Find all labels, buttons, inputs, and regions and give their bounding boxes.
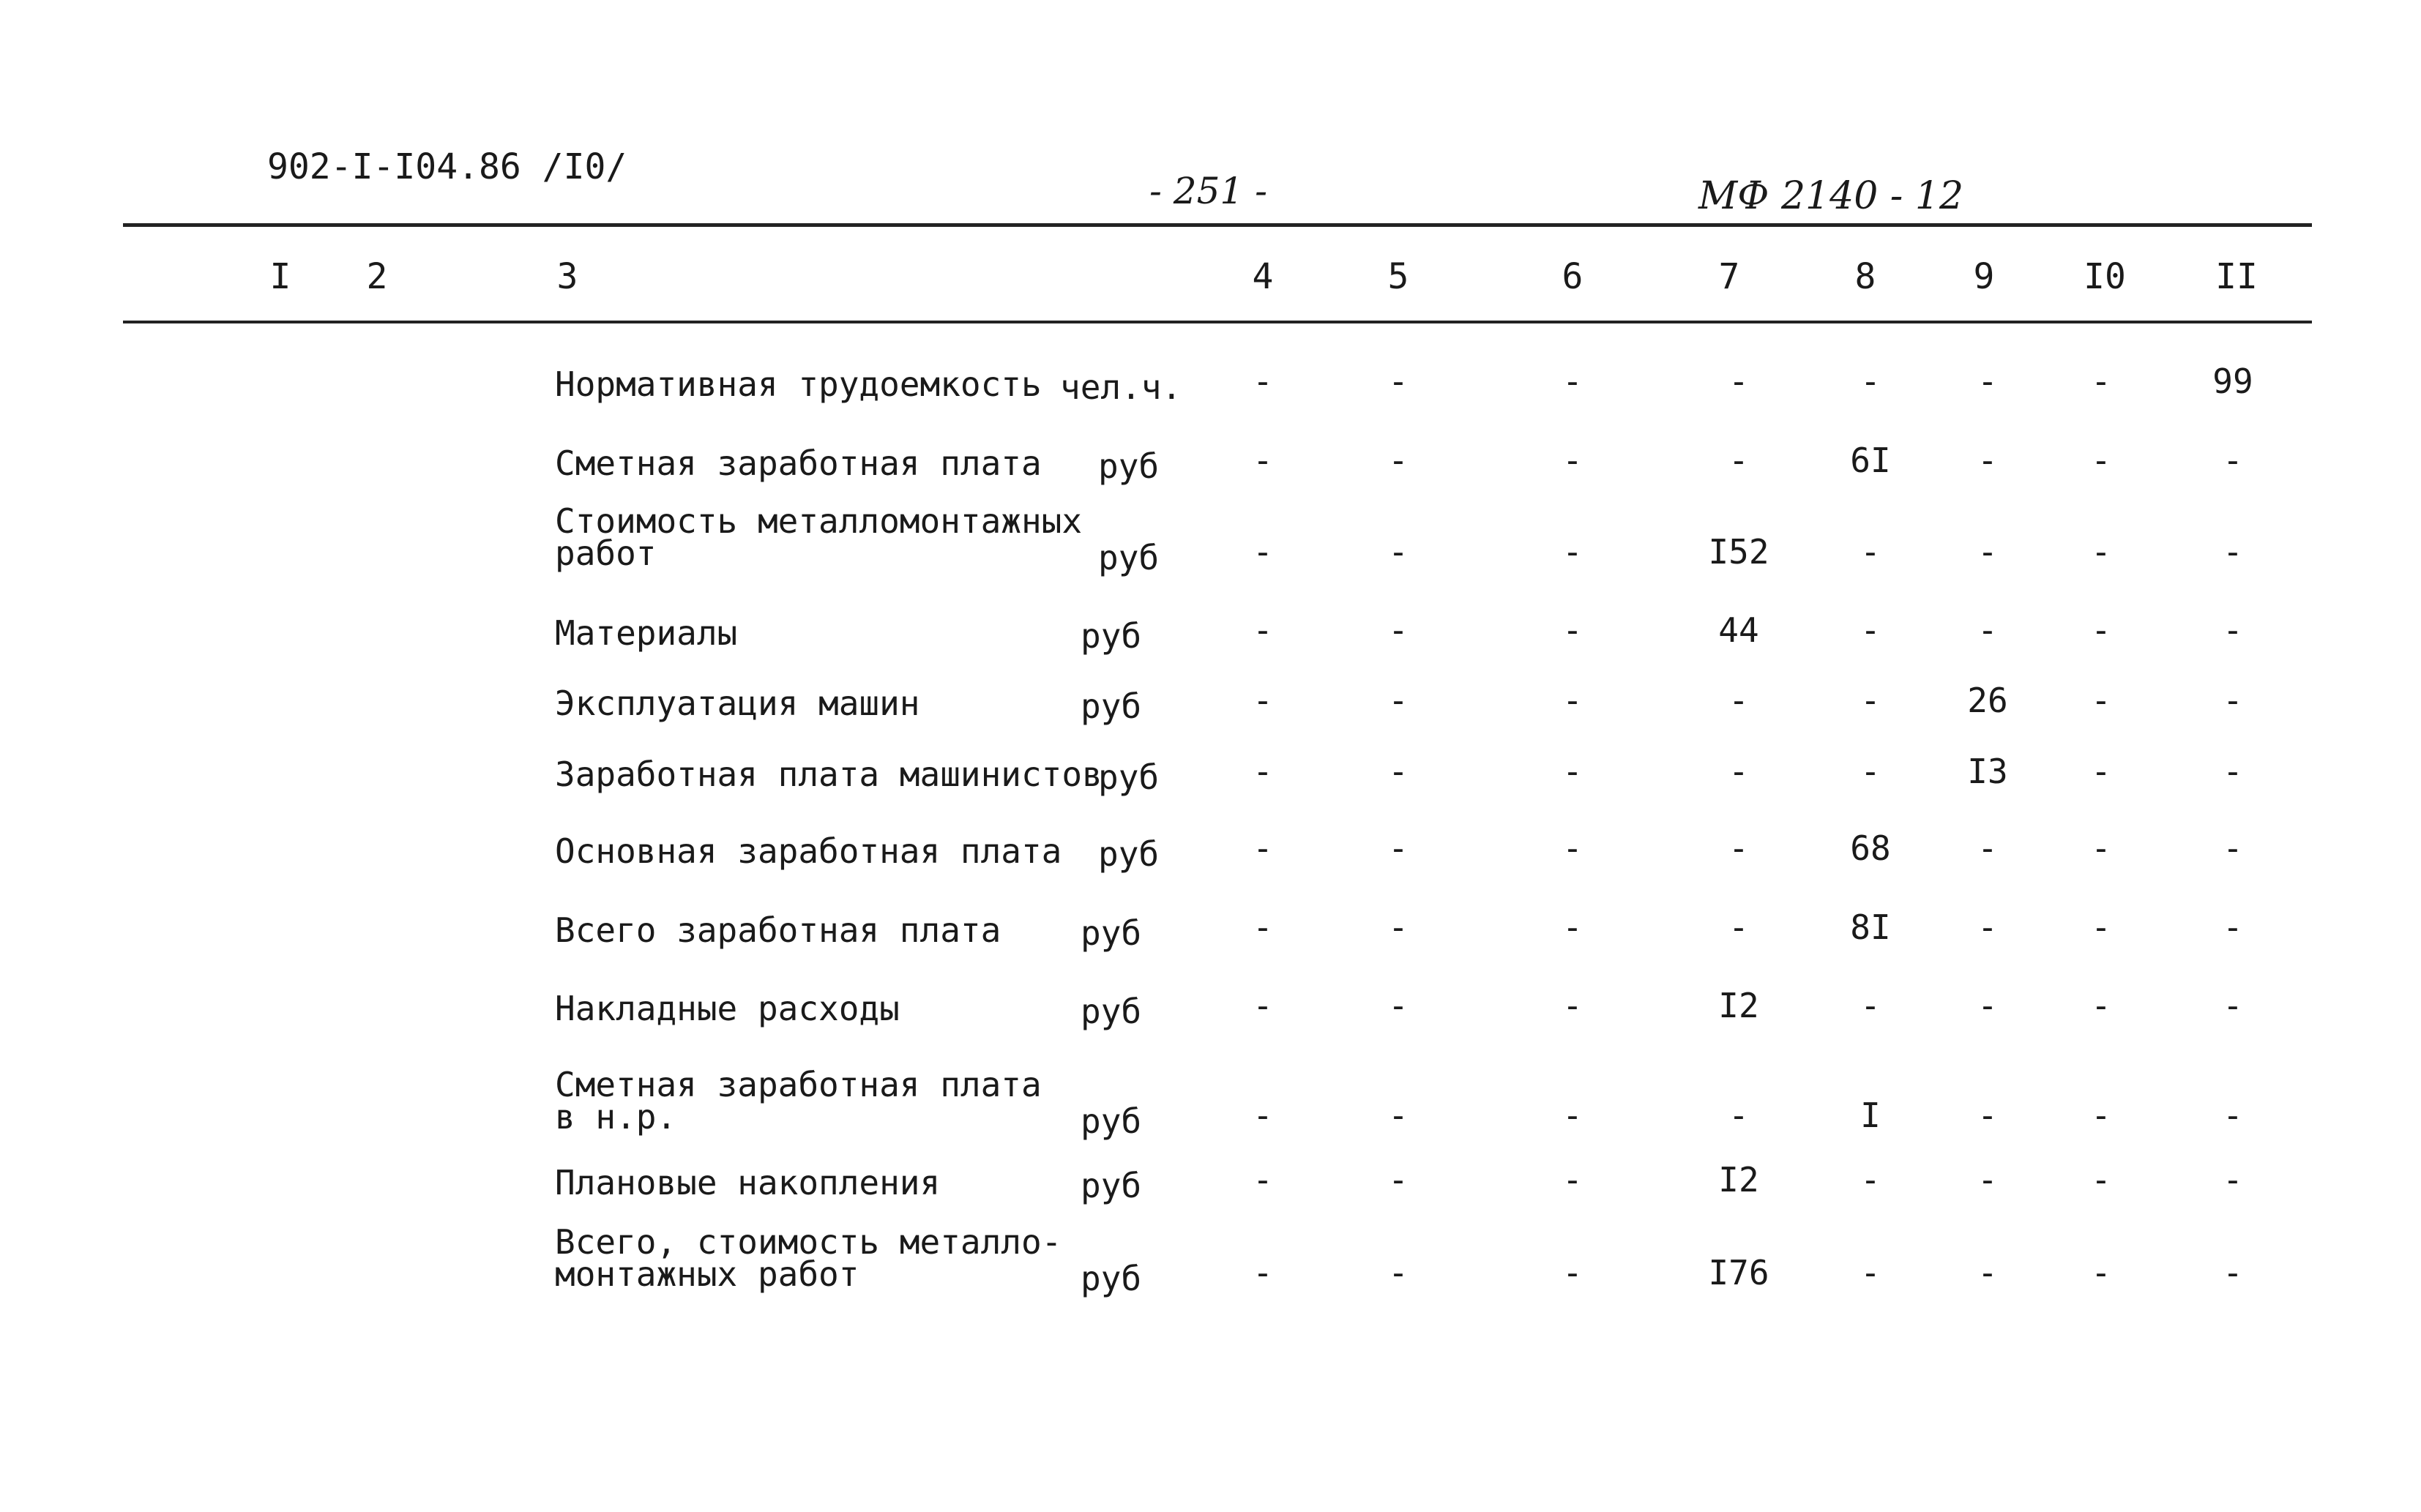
column-header: II xyxy=(2215,256,2258,297)
empty-cell: - xyxy=(1860,362,1881,401)
empty-cell: - xyxy=(2223,610,2243,650)
empty-cell: - xyxy=(1562,907,1583,947)
handwritten-code: МФ 2140 - 12 xyxy=(1698,174,1964,218)
row-label: работ xyxy=(555,534,657,573)
column-header: I xyxy=(269,256,291,297)
empty-cell: - xyxy=(1253,362,1273,401)
row-unit: руб xyxy=(1081,1101,1142,1141)
empty-cell: - xyxy=(1388,1160,1409,1200)
empty-cell: - xyxy=(1728,1096,1749,1135)
empty-cell: - xyxy=(1562,532,1583,572)
empty-cell: - xyxy=(2223,1160,2243,1200)
empty-cell: - xyxy=(1388,532,1409,572)
empty-cell: - xyxy=(1562,986,1583,1025)
value-cell: I2 xyxy=(1718,1160,1759,1200)
row-label: Стоимость металломонтажных xyxy=(555,501,1083,541)
empty-cell: - xyxy=(1253,532,1273,572)
empty-cell: - xyxy=(2091,907,2111,947)
empty-cell: - xyxy=(1562,1096,1583,1135)
empty-cell: - xyxy=(1977,1096,1998,1135)
value-cell: 44 xyxy=(1718,610,1759,650)
empty-cell: - xyxy=(1388,1096,1409,1135)
value-cell: 6I xyxy=(1850,441,1891,480)
empty-cell: - xyxy=(2091,681,2111,720)
empty-cell: - xyxy=(1977,362,1998,401)
row-unit: руб xyxy=(1098,757,1160,797)
row-label: Эксплуатация машин xyxy=(555,684,920,723)
empty-cell: - xyxy=(1253,1160,1273,1200)
empty-cell: - xyxy=(1388,986,1409,1025)
column-header: 4 xyxy=(1252,256,1274,297)
empty-cell: - xyxy=(1977,532,1998,572)
empty-cell: - xyxy=(1977,907,1998,947)
empty-cell: - xyxy=(1860,752,1881,791)
column-header: 6 xyxy=(1562,256,1583,297)
value-cell: 68 xyxy=(1850,828,1891,868)
row-unit: руб xyxy=(1081,616,1142,656)
row-unit: чел.ч. xyxy=(1060,367,1182,407)
empty-cell: - xyxy=(1728,362,1749,401)
row-label: Материалы xyxy=(555,613,738,653)
empty-cell: - xyxy=(1562,1160,1583,1200)
column-header: 3 xyxy=(556,256,578,297)
empty-cell: - xyxy=(1253,681,1273,720)
empty-cell: - xyxy=(1977,828,1998,868)
empty-cell: - xyxy=(1562,1253,1583,1292)
value-cell: I2 xyxy=(1718,986,1759,1025)
row-unit: руб xyxy=(1081,913,1142,953)
empty-cell: - xyxy=(1977,1253,1998,1292)
row-label: Накладные расходы xyxy=(555,989,900,1028)
table-top-rule xyxy=(123,223,2312,227)
empty-cell: - xyxy=(1562,362,1583,401)
empty-cell: - xyxy=(2223,986,2243,1025)
empty-cell: - xyxy=(1860,986,1881,1025)
value-cell: I76 xyxy=(1708,1253,1769,1292)
empty-cell: - xyxy=(1253,986,1273,1025)
empty-cell: - xyxy=(1562,681,1583,720)
empty-cell: - xyxy=(1388,828,1409,868)
empty-cell: - xyxy=(1388,752,1409,791)
empty-cell: - xyxy=(2223,752,2243,791)
empty-cell: - xyxy=(2223,828,2243,868)
empty-cell: - xyxy=(2091,1253,2111,1292)
table-header-rule xyxy=(123,321,2312,323)
column-header: 8 xyxy=(1854,256,1876,297)
row-label: Заработная плата машинистов xyxy=(555,755,1103,794)
row-label: Основная заработная плата xyxy=(555,831,1062,871)
row-unit: руб xyxy=(1081,686,1142,726)
column-header: 2 xyxy=(366,256,388,297)
empty-cell: - xyxy=(1388,441,1409,480)
empty-cell: - xyxy=(1728,907,1749,947)
row-label: монтажных работ xyxy=(555,1254,859,1294)
empty-cell: - xyxy=(1388,907,1409,947)
value-cell: I xyxy=(1860,1096,1881,1135)
row-label: Сметная заработная плата xyxy=(555,444,1042,483)
column-header: 7 xyxy=(1718,256,1740,297)
empty-cell: - xyxy=(2091,752,2111,791)
value-cell: 8I xyxy=(1850,907,1891,947)
value-cell: I52 xyxy=(1708,532,1769,572)
column-header: 9 xyxy=(1973,256,1995,297)
row-label: Всего заработная плата xyxy=(555,910,1001,950)
empty-cell: - xyxy=(1253,1253,1273,1292)
empty-cell: - xyxy=(1388,362,1409,401)
row-unit: руб xyxy=(1081,992,1142,1031)
empty-cell: - xyxy=(2223,681,2243,720)
value-cell: 99 xyxy=(2212,362,2253,401)
empty-cell: - xyxy=(1562,441,1583,480)
empty-cell: - xyxy=(2091,362,2111,401)
empty-cell: - xyxy=(1253,828,1273,868)
empty-cell: - xyxy=(1253,752,1273,791)
row-unit: руб xyxy=(1081,1166,1142,1205)
empty-cell: - xyxy=(1253,610,1273,650)
empty-cell: - xyxy=(1562,752,1583,791)
empty-cell: - xyxy=(1253,441,1273,480)
empty-cell: - xyxy=(2091,828,2111,868)
empty-cell: - xyxy=(1977,986,1998,1025)
row-label: в н.р. xyxy=(555,1097,677,1137)
column-header: I0 xyxy=(2084,256,2126,297)
empty-cell: - xyxy=(1728,752,1749,791)
empty-cell: - xyxy=(1728,441,1749,480)
empty-cell: - xyxy=(1977,441,1998,480)
empty-cell: - xyxy=(1388,1253,1409,1292)
page-number: - 251 - xyxy=(1149,170,1268,212)
empty-cell: - xyxy=(2223,441,2243,480)
empty-cell: - xyxy=(1562,610,1583,650)
value-cell: 26 xyxy=(1967,681,2008,720)
empty-cell: - xyxy=(1860,681,1881,720)
empty-cell: - xyxy=(1860,1160,1881,1200)
row-label: Нормативная трудоемкость xyxy=(555,364,1042,404)
empty-cell: - xyxy=(2091,532,2111,572)
row-label: Сметная заработная плата xyxy=(555,1065,1042,1104)
empty-cell: - xyxy=(2223,532,2243,572)
empty-cell: - xyxy=(2223,907,2243,947)
document-code: 902-I-I04.86 /I0/ xyxy=(267,146,627,187)
row-unit: руб xyxy=(1098,538,1160,577)
empty-cell: - xyxy=(1977,1160,1998,1200)
empty-cell: - xyxy=(1388,610,1409,650)
empty-cell: - xyxy=(1977,610,1998,650)
empty-cell: - xyxy=(1388,681,1409,720)
empty-cell: - xyxy=(2091,1096,2111,1135)
empty-cell: - xyxy=(2223,1253,2243,1292)
row-unit: руб xyxy=(1081,1259,1142,1298)
empty-cell: - xyxy=(2223,1096,2243,1135)
empty-cell: - xyxy=(1728,681,1749,720)
empty-cell: - xyxy=(1253,1096,1273,1135)
empty-cell: - xyxy=(2091,441,2111,480)
value-cell: I3 xyxy=(1967,752,2008,791)
empty-cell: - xyxy=(1253,907,1273,947)
empty-cell: - xyxy=(1562,828,1583,868)
empty-cell: - xyxy=(1860,532,1881,572)
row-unit: руб xyxy=(1098,446,1160,486)
empty-cell: - xyxy=(1860,610,1881,650)
column-header: 5 xyxy=(1387,256,1409,297)
row-label: Плановые накопления xyxy=(555,1163,941,1202)
row-unit: руб xyxy=(1098,834,1160,874)
empty-cell: - xyxy=(2091,986,2111,1025)
row-label: Всего, стоимость металло- xyxy=(555,1222,1062,1262)
empty-cell: - xyxy=(2091,610,2111,650)
empty-cell: - xyxy=(1860,1253,1881,1292)
empty-cell: - xyxy=(2091,1160,2111,1200)
empty-cell: - xyxy=(1728,828,1749,868)
